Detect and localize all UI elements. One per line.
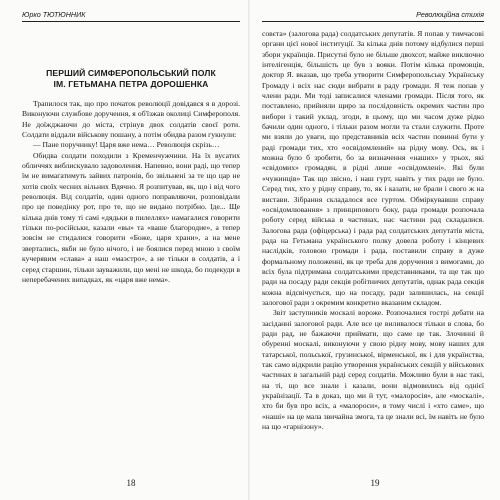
running-head-left: Юрко ТЮТЮННИК [22,10,240,22]
chapter-title-line-1: ПЕРШИЙ СИМФЕРОПОЛЬСЬКИЙ ПОЛК [46,68,216,78]
page-number-left: 18 [126,478,136,488]
paragraph: Обидва солдати походили з Кременчужчини. На їх вусатих обличчях виблискувало задоволення. Напевно, вони раді, що тепер їм не вимагатимуть зайвих патронів, бо звільнені за те що цар не хотів своїх чесних вільних Вдячно. Я розпитував, як, що і від чого революція. Від солдатів, один одного поправляючи, розповідали про це поведінку рот, про те, що не видано потрібно. Іде... Ще кілька днів тому ті самі «дядьки в пилеллях» намагалися говорити тільки по-російськи, казали «вы» та «ваше благородие», а тепер зовсім не стидалися говорити «Боже, царя храни», а на мене звертались, якби не було нічого, і не боялися перед мною з своїм кучерявим «слава» а наш «маэстро», а не тільки в солдатів, а і серед старшин, тільки зауважили, що мені не шкода, бо подекуди в неперебачених випадках, як «царя вже нема». [22,150,240,284]
chapter-title-line-2: ІМ. ГЕТЬМАНА ПЕТРА ДОРОШЕНКА [53,79,209,89]
running-head-right: Революційна стихія [262,10,484,22]
paragraph: Звіт заступників москалі вороже. Розпочалися гострі дебати на засіданні залогової ради. Але все це виливалося тільки в слова, бо ради рад, не бажаючи приймати, що саме це так. Злочинні й обуренні москалі, виконуючи у свою рідну мову, мову наших для татарської, польської, грузинської, вірменської, як і для українства, так само відкрили рацію утворення українських секцій у військових частинах в загальній раді серед солдатів. Можливо були в нас такі, на ті, що все знали і казали, вони відмовились від однієї українізації. Та в доказ, що ми й тут, «малоросія», але «москалі», хто би був про всіх, а «малороси», в тому числі і «хто саме», що «наші» на це мала звичайна змога, та це знали всі, їм навіть не було на що «гарнізону». [262,308,484,432]
left-body-text [22,99,240,285]
paragraph: Трапилося так, що про початок революції довідався я в дорозі. Виконуючи службове доручення, я об'їзжав околиці Симферополя. Не доїжджаючи до міста, стрінув двох солдатів своєї роти. Солдати віддали військову пошану, а потім обидва разом гукнули: [22,99,240,140]
paragraph: совєта» (залогова рада) солдатських депутатів. Я попав у тимчасові органи цієї нової інституції. За кілька днів потому відбулися перші збори українців. Присутні було не більше двохсот, майже виключно інтелігенція, більшість це був з вояки. Потім кілька промовців, доктор Я. вказав, що треба утворити Симферопольську Українську Громаду і всіх нас сюди вибрати в раду громади. Я теж попав у члени ради. Ми тоді записалися членами громади. Після того, як поставлено, прийняли щиро за послідовність окремих частин про вибори і такий уклад, згоди, в цьому, що ми часом дуже рідко бачили один одного, і тільки разом могли та стали служити. Проте ми взяли до уваги, що представників всіх частин повинні бути у раді громади тих, хто «освідомлений» на рідну мову. Ось, як і можна було б зробити, бо за визначення «наших» у трьох, які «свідомих» громадян, в рідні лише «освідомлені». Які були «чужинців» Так що звісно, і наш гурт, навіть у тих ради не було. Серед тих, хто у рідну справу, то, як і казати, не брали і свого ж на вистави. Зібрання складалося все гуртом. Обміркувавши справу «освідомлювання» з принципового боку, рада громади розпочала роботу серед війська в частинах, нас частини рад складалися. Залогова рада (офіцерська) і рада рад солдатських депутатів міста, рада на Гетьмана українського полку довела роботу і кінцевих наслідків, головою громади і рада, поставили справу в дуже формальному положенні, як це треба для доручення з вимогами, до всіх була підтримана солдатськими представниками, та ще так що ради на посаду ради секція робітничих депутатів, однак рада секція кожна відсвічується, що на посаду, ради залишилась, на секції залогової ради з окремим конкретно вказаним складом. [262,29,484,307]
right-page [250,0,500,500]
right-body-text [262,29,484,432]
paragraph: — Пане поручнику! Царя вже нема… Революція скрізь… [33,140,220,150]
page-number-right: 19 [370,478,380,488]
chapter-title [22,68,240,90]
